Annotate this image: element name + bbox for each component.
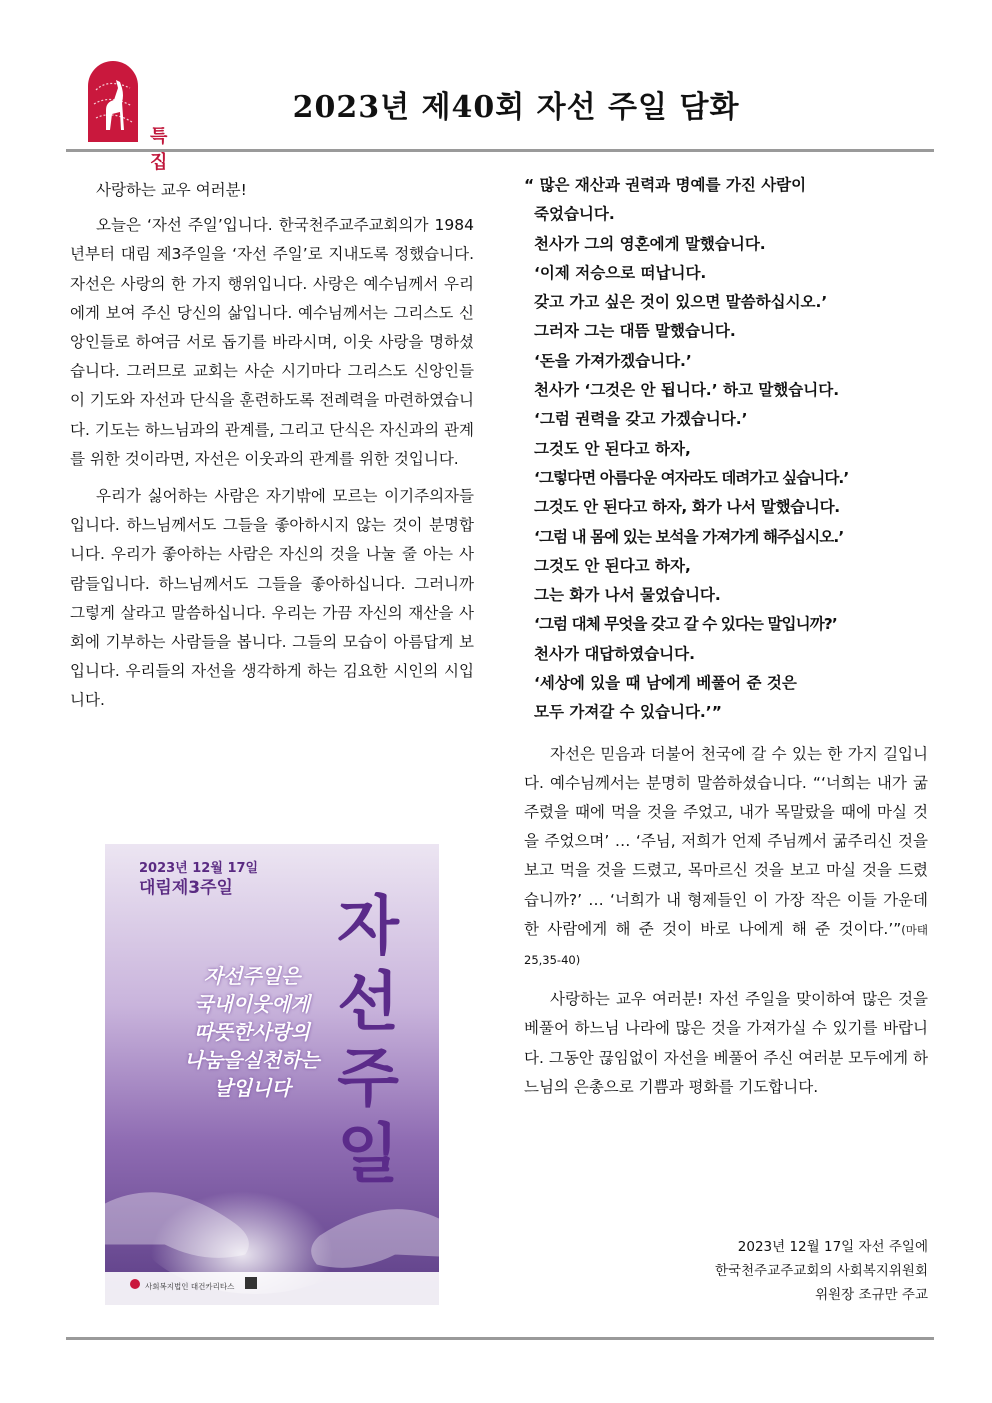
poem-line: ‘그럼 대체 무엇을 갖고 갈 수 있다는 말입니까?’ [534, 615, 837, 634]
poem-line: 그러자 그는 대뜸 말했습니다. [534, 322, 736, 341]
signature-organization: 한국천주교주교회의 사회복지위원회 [715, 1263, 928, 1279]
poster-message-line: 자선주일은 [203, 964, 301, 988]
special-feature-label: 특집 [150, 126, 170, 173]
right-column [524, 171, 928, 1102]
signature-date: 2023년 12월 17일 자선 주일에 [737, 1239, 928, 1255]
bottom-divider [66, 1337, 934, 1340]
poem-line: 갖고 가고 싶은 것이 있으면 말씀하십시오.’ [534, 293, 828, 312]
poster-message-line: 따뜻한사랑의 [194, 1020, 310, 1044]
poem-line: ‘이제 저승으로 떠납니다. [534, 263, 707, 282]
poster-big-title: 자선주일 [337, 889, 399, 1192]
page-title: 2023년 제40회 자선 주일 담화 [292, 90, 740, 125]
paragraph-selfish-people: 우리가 싫어하는 사람은 자기밖에 모르는 이기주의자들입니다. 하느님께서도 그들을 좋아하시지 않는 것이 분명합니다. 우리가 좋아하는 사람은 자신의 것을 나눌 줄 아는 사람들입니다. 하느님께서도 그들을 좋아하십니다. 그러니까 그렇게 살라고 말씀하십니다. 우리는 가끔 자신의 재산을 사회에 기부하는 사람들을 봅니다. 그들의 모습이 아름답게 보입니다. 우리들의 자선을 생각하게 하는 김요한 시인의 시입니다. [70, 487, 474, 710]
poem-line: 모두 가져갈 수 있습니다.’” [534, 703, 722, 722]
gospel-quote: 자선은 믿음과 더불어 천국에 갈 수 있는 한 가지 길입니다. 예수님께서는 분명히 말씀하셨습니다. “‘너희는 내가 굶주렸을 때에 먹을 것을 주었고, 내가 목말랐을 때에 마실 것을 주었으며’ … ‘주님, 저희가 언제 주님께서 굶주리신 것을 보고 먹을 것을 드렸고, 목마르신 것을 보고 마실 것을 드렸습니까?’ … ‘너희가 내 형제들인 이 가장 작은 이들 가운데 한 사람에게 해 준 것이 바로 나에게 해 준 것이다.’” [524, 744, 928, 938]
paragraph-path-to-heaven [524, 740, 928, 976]
poster-message-line: 국내이웃에게 [194, 992, 310, 1016]
poem-quote [524, 171, 928, 728]
poem-line: “ 많은 재산과 권력과 명예를 가진 사람이 [524, 176, 807, 194]
poem-line: 그것도 안 된다고 하자, 화가 나서 말했습니다. [534, 498, 840, 517]
charity-sunday-poster [105, 844, 439, 1305]
poem-line: 그는 화가 나서 물었습니다. [534, 586, 721, 605]
signature-block [715, 1235, 928, 1307]
paragraph-closing-prayer: 사랑하는 교우 여러분! 자선 주일을 맞이하여 많은 것을 베풀어 하느님 나라에 많은 것을 가져가실 수 있기를 바랍니다. 그동안 끊임없이 자선을 베풀어 주신 여러분 모두에게 하느님의 은총으로 기쁨과 평화를 기도합니다. [524, 990, 928, 1096]
poem-line: 그것도 안 된다고 하자, [534, 556, 691, 575]
citation: (마태 25,35-40) [524, 922, 928, 968]
poster-sunday: 대림제3주일 [139, 878, 233, 898]
poster-message-line: 날입니다 [213, 1076, 291, 1100]
poem-line: ‘세상에 있을 때 남에게 베풀어 준 것은 [534, 674, 797, 693]
signature-name: 위원장 조규만 주교 [815, 1287, 928, 1303]
poem-line: ‘그럼 권력을 갖고 가겠습니다.’ [534, 410, 748, 429]
poem-line: ‘돈을 가져가겠습니다.’ [534, 351, 692, 370]
poem-line: 천사가 그의 영혼에게 말했습니다. [534, 234, 766, 253]
paragraph-charity-sunday: 오늘은 ‘자선 주일’입니다. 한국천주교주교회의가 1984년부터 대림 제3주일을 ‘자선 주일’로 지내도록 정했습니다. 자선은 사랑의 한 가지 행위입니다. 사랑은 예수님께서 우리에게 보여 주신 당신의 삶입니다. 예수님께서는 그리스도 신앙인들로 하여금 서로 돕기를 바라시며, 이웃 사랑을 명하셨습니다. 그러므로 교회는 사순 시기마다 그리스도 신앙인들이 기도와 자선과 단식을 훈련하도록 전례력을 마련하였습니다. 기도는 하느님과의 관계를, 그리고 단식은 자신과의 관계를 위한 것이라면, 자선은 이웃과의 관계를 위한 것입니다. [70, 216, 474, 468]
poster-date: 2023년 12월 17일 [139, 861, 259, 876]
poem-line: 천사가 ‘그것은 안 됩니다.’ 하고 말했습니다. [534, 381, 840, 400]
poem-line: ‘그렇다면 아름다운 여자라도 데려가고 싶습니다.’ [534, 468, 849, 487]
poster-message [157, 962, 347, 1102]
greeting: 사랑하는 교우 여러분! [96, 181, 247, 199]
poem-line: 죽었습니다. [534, 205, 615, 224]
left-column [70, 176, 474, 724]
poem-line: ‘그럼 내 몸에 있는 보석을 가져가게 해주십시오.’ [534, 527, 844, 546]
poem-line: 천사가 대답하였습니다. [534, 644, 696, 663]
poster-organization: 사회복지법인 대건카리타스 [145, 1282, 235, 1291]
top-divider [66, 149, 934, 152]
poem-line: 그것도 안 된다고 하자, [534, 439, 691, 458]
poster-message-line: 나눔을실천하는 [184, 1048, 320, 1072]
